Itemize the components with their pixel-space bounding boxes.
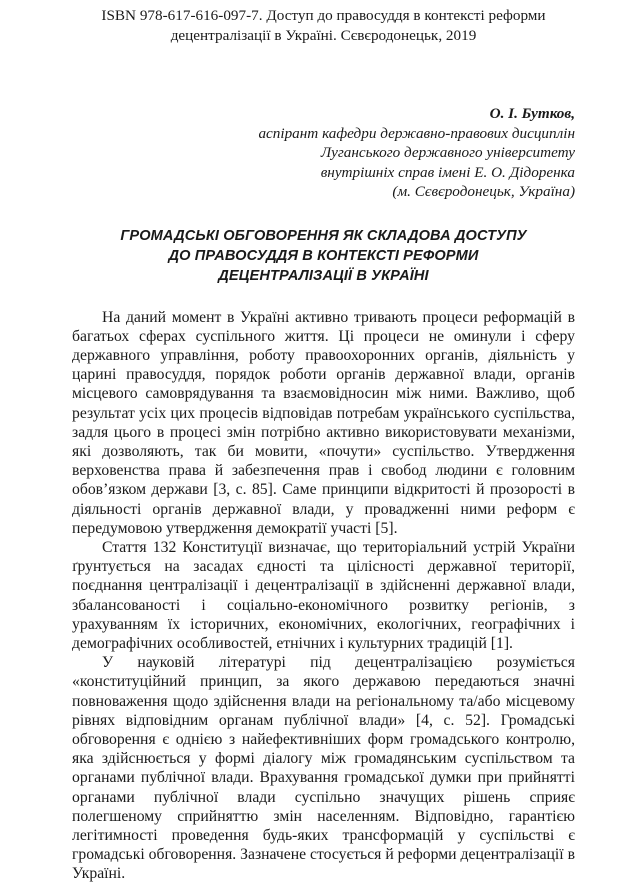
author-affiliation-2: Луганського державного університету [320,144,575,161]
article-body [72,308,575,884]
header-line-2: децентралізації в Україні. Сєвєродонецьк, 2019 [170,27,477,44]
body-paragraph-1: На даний момент в Україні активно тривають процеси реформацій в багатьох сферах суспільного життя. Ці процеси не оминули і сферу державного управління, роботу правоохоронних органів, діяльність у царині правосуддя, порядок роботи органів державної влади, органів місцевого самоврядування та взаємовідносин між ними. Важливо, щоб результат усіх цих процесів відповідав потребам українського суспільства, задля цього в процесі змін потрібно активно використовувати механізми, які дозволяють, так би мовити, «почути» суспільство. Утвердження верховенства права й забезпечення прав і свобод людини є головним обов’язком держави [3, с. 85]. Саме принципи відкритості й прозорості в діяльності органів державної влади, у провадженні ними реформ є передумовою утвердження демократії участі [5]. [72,308,575,537]
author-affiliation-3: внутрішніх справ імені Е. О. Дідоренка [320,163,575,181]
running-header [72,6,575,46]
author-affiliation-1: аспірант кафедри державно-правових дисциплін [258,124,575,142]
body-paragraph-3: У науковій літературі під децентралізацією розуміється «конституційний принцип, за якого державою передаються значні повноваження щодо здійснення влади на регіональному та/або місцевому рівнях відповідним органам публічної влади» [4, с. 52]. Громадські обговорення є однією з найефективніших форм громадського контролю, яка здійснюється у формі діалогу між громадянським суспільством та органами публічної влади. Врахування громадської думки при прийнятті органами публічної влади суспільно значущих рішень сприяє полегшеному сприйняттю змін населенням. Відповідно, гарантією легітимності проведення будь-яких трансформацій у суспільстві є громадські обговорення. Зазначене стосується й реформи децентралізації в Україні. [72,654,575,883]
article-title [72,226,575,286]
body-paragraph-2: Стаття 132 Конституції визначає, що територіальний устрій України ґрунтується на засадах єдності та цілісності державної території, поєднання централізації і децентралізації в здійсненні державної влади, збалансованості і соціально-економічного розвитку регіонів, з урахуванням їх історичних, економічних, екологічних, географічних і демографічних особливостей, етнічних і культурних традицій [1]. [72,538,575,652]
header-line-1: ISBN 978-617-616-097-7. Доступ до правосуддя в контексті реформи [101,7,546,24]
title-line-2: ДО ПРАВОСУДДЯ В КОНТЕКСТІ РЕФОРМИ [168,247,479,264]
author-location: (м. Сєвєродонецьк, Україна) [392,183,575,200]
author-block [72,104,575,202]
title-line-3: ДЕЦЕНТРАЛІЗАЦІЇ В УКРАЇНІ [218,267,429,284]
author-name: О. І. Бутков, [489,105,575,122]
title-line-1: ГРОМАДСЬКІ ОБГОВОРЕННЯ ЯК СКЛАДОВА ДОСТУПУ [120,227,527,244]
